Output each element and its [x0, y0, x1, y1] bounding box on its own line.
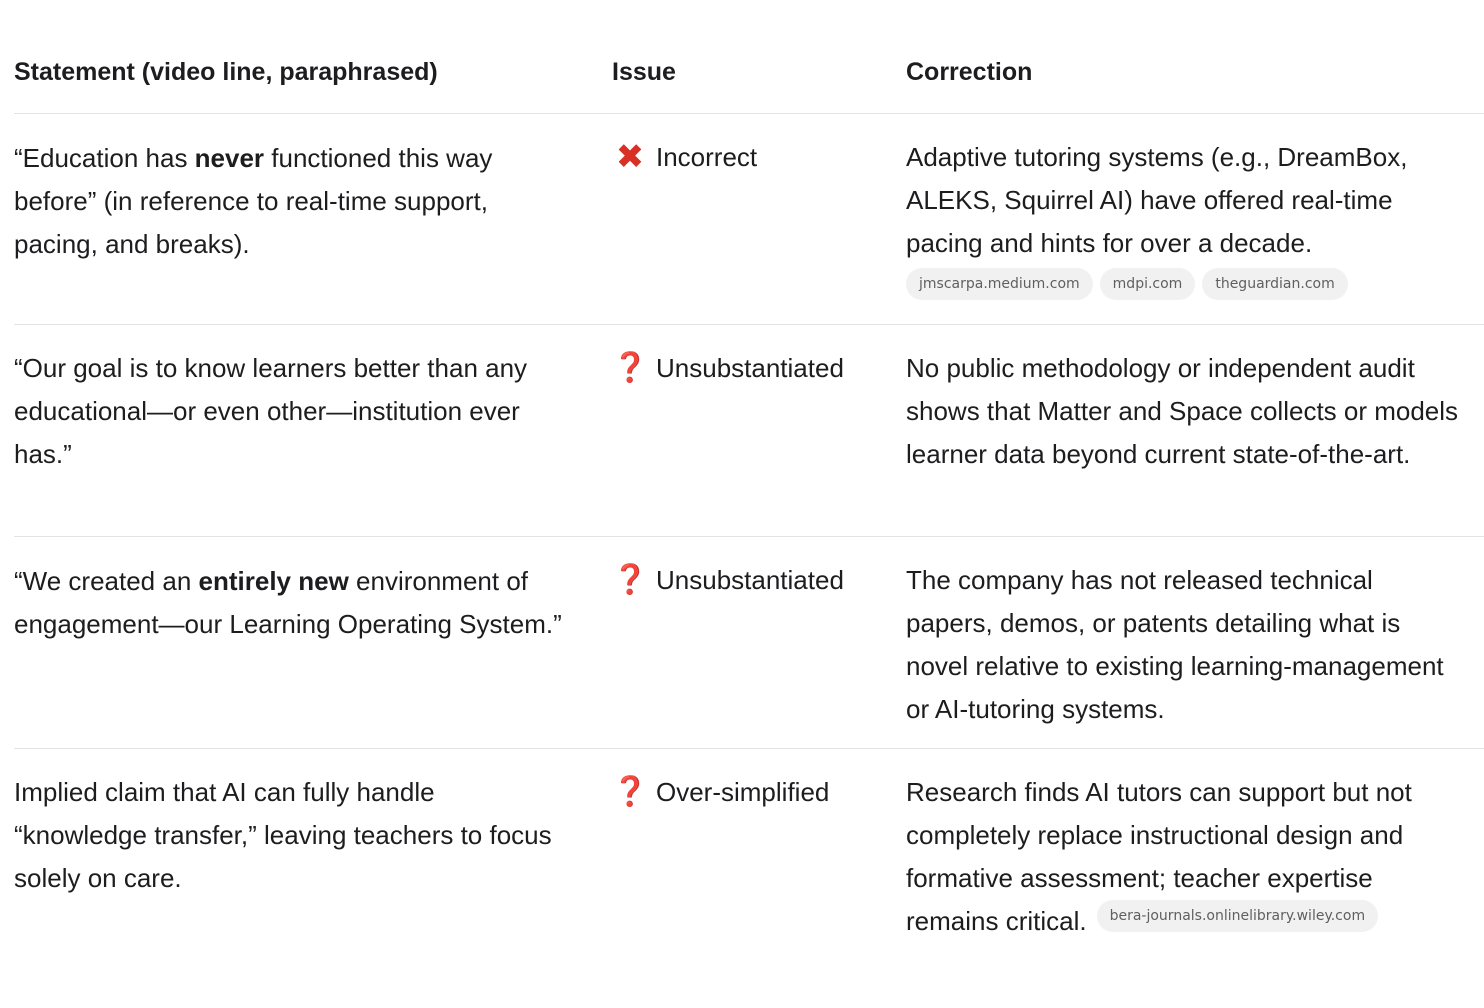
statement-text: “Our goal is to know learners better than any educational—or even other—institution ever has.”: [14, 353, 528, 469]
header-issue: Issue: [612, 58, 676, 86]
question-mark-icon: ❓: [612, 564, 649, 596]
header-correction: Correction: [906, 58, 1033, 86]
issue-cell: [612, 559, 892, 602]
correction-text: Adaptive tutoring systems (e.g., DreamBox, ALEKS, Squirrel AI) have offered real-time pacing and hints for over a decade.: [906, 142, 1408, 258]
table-row: [14, 114, 1484, 325]
statement-emphasis: never: [194, 143, 265, 173]
issue-label: Over-simplified: [656, 777, 830, 807]
correction-text: Research finds AI tutors can support but not completely replace instructional design and formative assessment; teacher expertise remains critical.: [906, 777, 1412, 936]
header-statement: Statement (video line, paraphrased): [14, 58, 438, 86]
source-chip[interactable]: mdpi.com: [1100, 268, 1196, 300]
statement-text: “We created an: [14, 566, 199, 596]
statement-text: Implied claim that AI can fully handle “knowledge transfer,” leaving teachers to focus solely on care.: [14, 777, 552, 893]
statement-cell: [14, 771, 574, 900]
source-chip[interactable]: theguardian.com: [1202, 268, 1347, 300]
issue-cell: [612, 136, 892, 179]
correction-text: The company has not released technical papers, demos, or patents detailing what is novel relative to existing learning-management or AI-tutoring systems.: [906, 565, 1444, 724]
issue-label: Unsubstantiated: [656, 353, 844, 383]
table-row: [14, 537, 1484, 749]
statement-emphasis: entirely new: [198, 566, 349, 596]
fact-check-table: [14, 0, 1484, 999]
correction-cell: [906, 559, 1466, 731]
source-chip[interactable]: bera-journals.onlinelibrary.wiley.com: [1097, 900, 1379, 932]
statement-text: functioned this way before” (in reference to real-time support, pacing, and breaks).: [14, 143, 493, 259]
statement-cell: [14, 137, 574, 266]
statement-cell: [14, 347, 574, 476]
issue-label: Incorrect: [656, 142, 758, 172]
correction-text: No public methodology or independent audit shows that Matter and Space collects or models learner data beyond current state-of-the-art.: [906, 353, 1459, 469]
statement-text: “Education has: [14, 143, 195, 173]
issue-cell: [612, 771, 892, 814]
cross-mark-icon: ✖: [615, 138, 645, 176]
statement-text: environment of engagement—our Learning Operating System.”: [14, 566, 562, 639]
table-header: [14, 0, 1484, 114]
table-row: [14, 325, 1484, 537]
table-row: [14, 749, 1484, 999]
statement-cell: [14, 560, 574, 646]
issue-label: Unsubstantiated: [656, 565, 844, 595]
source-chip[interactable]: jmscarpa.medium.com: [906, 268, 1093, 300]
source-chips: [906, 267, 1466, 300]
correction-cell: [906, 771, 1466, 943]
correction-cell: [906, 136, 1466, 300]
question-mark-icon: ❓: [612, 352, 649, 384]
question-mark-icon: ❓: [612, 776, 649, 808]
correction-cell: [906, 347, 1466, 476]
issue-cell: [612, 347, 892, 390]
